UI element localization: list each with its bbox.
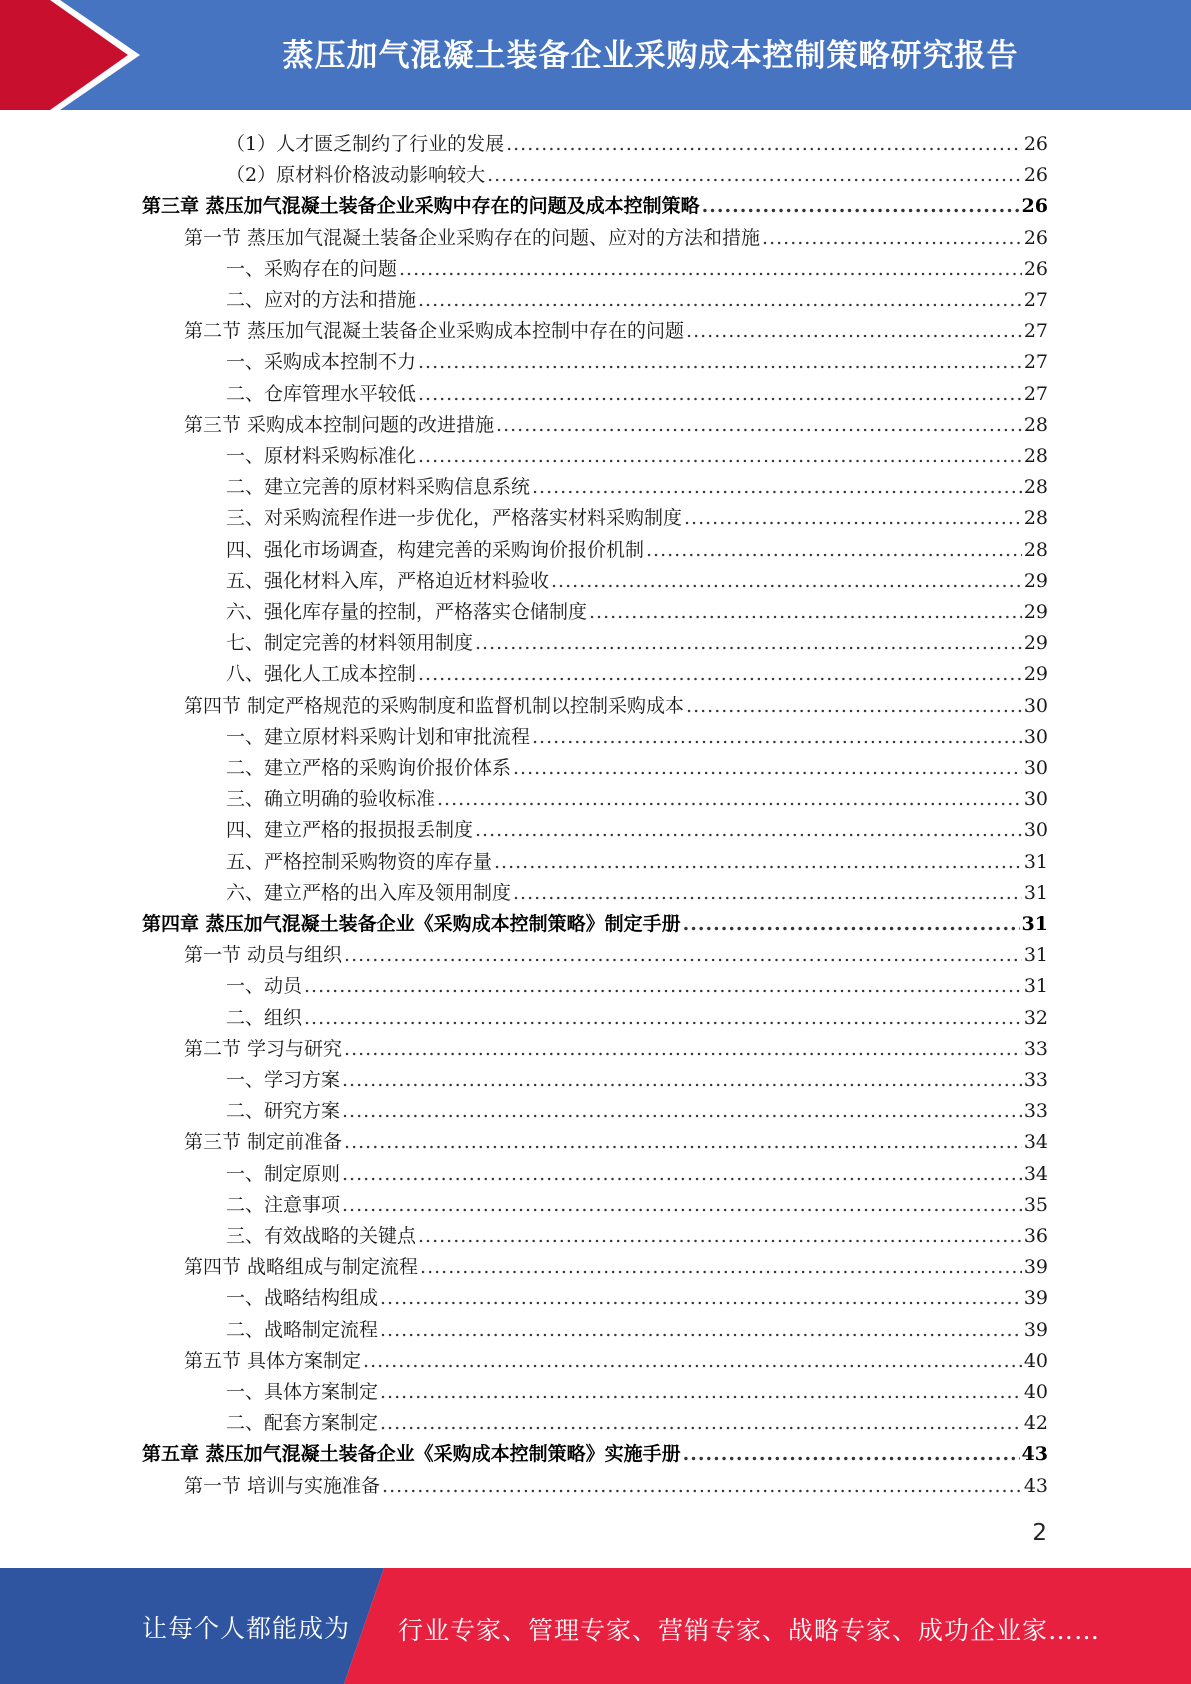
toc-entry[interactable] (226, 753, 1048, 784)
toc-entry-title: 第一节 动员与组织 (184, 944, 343, 966)
toc-leader-dots (344, 1038, 1022, 1060)
toc-entry[interactable] (226, 971, 1048, 1002)
toc-entry-page: 30 (1023, 819, 1048, 841)
toc-entry-page: 31 (1021, 913, 1048, 935)
toc-entry-page: 39 (1023, 1287, 1048, 1309)
toc-entry-title: 三、对采购流程作进一步优化，严格落实材料采购制度 (226, 507, 683, 529)
toc-entry-title: 一、建立原材料采购计划和审批流程 (226, 726, 531, 748)
toc-leader-dots (304, 1007, 1022, 1029)
toc-leader-dots (475, 819, 1022, 841)
toc-leader-dots (551, 570, 1022, 592)
toc-entry-page: 27 (1023, 383, 1048, 405)
toc-leader-dots (382, 1475, 1022, 1497)
toc-entry-title: 七、制定完善的材料领用制度 (226, 632, 474, 654)
toc-entry-page: 26 (1023, 258, 1048, 280)
toc-entry-page: 29 (1023, 632, 1048, 654)
report-title: 蒸压加气混凝土装备企业采购成本控制策略研究报告 (282, 38, 1019, 74)
toc-entry[interactable] (226, 1065, 1048, 1096)
toc-entry-title: 一、战略结构组成 (226, 1287, 379, 1309)
toc-entry-title: 二、组织 (226, 1007, 303, 1029)
toc-entry[interactable] (226, 160, 1048, 191)
red-chevron-icon (0, 0, 160, 110)
toc-entry[interactable] (226, 379, 1048, 410)
toc-entry-title: 六、强化库存量的控制，严格落实仓储制度 (226, 601, 588, 623)
toc-entry-title: 六、建立严格的出入库及领用制度 (226, 882, 512, 904)
footer-slogan-right: 行业专家、管理专家、营销专家、战略专家、成功企业家…… (398, 1616, 1101, 1645)
toc-leader-dots (513, 882, 1022, 904)
toc-entry-title: 第四节 制定严格规范的采购制度和监督机制以控制采购成本 (184, 695, 685, 717)
toc-entry[interactable] (226, 441, 1048, 472)
toc-entry[interactable] (226, 597, 1048, 628)
toc-entry-page: 42 (1023, 1412, 1048, 1434)
toc-entry-title: 二、注意事项 (226, 1194, 341, 1216)
toc-entry-page: 33 (1023, 1069, 1048, 1091)
toc-entry[interactable] (184, 1127, 1048, 1158)
toc-leader-dots (646, 539, 1022, 561)
toc-leader-dots (589, 601, 1022, 623)
toc-leader-dots (418, 289, 1022, 311)
toc-entry[interactable] (226, 784, 1048, 815)
toc-entry-title: 二、建立严格的采购询价报价体系 (226, 757, 512, 779)
toc-leader-dots (342, 1194, 1022, 1216)
toc-entry[interactable] (184, 1346, 1048, 1377)
footer-slogan-left: 让每个人都能成为 (142, 1614, 351, 1643)
toc-leader-dots (418, 383, 1022, 405)
toc-leader-dots (702, 195, 1020, 217)
toc-entry-title: 第三节 采购成本控制问题的改进措施 (184, 414, 495, 436)
toc-entry[interactable] (226, 285, 1048, 316)
toc-leader-dots (686, 320, 1022, 342)
toc-entry-page: 27 (1023, 320, 1048, 342)
toc-entry[interactable] (226, 1096, 1048, 1127)
toc-entry-page: 34 (1023, 1131, 1048, 1153)
toc-entry-page: 27 (1023, 289, 1048, 311)
toc-entry-title: 一、采购成本控制不力 (226, 351, 417, 373)
toc-entry-page: 33 (1023, 1100, 1048, 1122)
toc-entry-page: 28 (1023, 539, 1048, 561)
toc-entry-page: 26 (1023, 164, 1048, 186)
toc-entry-page: 28 (1023, 507, 1048, 529)
toc-entry-page: 28 (1023, 445, 1048, 467)
toc-entry[interactable] (184, 1252, 1048, 1283)
toc-entry-page: 31 (1023, 882, 1048, 904)
toc-leader-dots (532, 476, 1022, 498)
toc-entry-title: 一、动员 (226, 975, 303, 997)
toc-entry[interactable] (226, 628, 1048, 659)
toc-entry-title: 五、严格控制采购物资的库存量 (226, 851, 493, 873)
toc-entry[interactable] (226, 1190, 1048, 1221)
toc-entry-page: 43 (1023, 1475, 1048, 1497)
toc-entry[interactable] (142, 909, 1048, 940)
toc-leader-dots (513, 757, 1022, 779)
toc-entry-page: 40 (1023, 1381, 1048, 1403)
toc-leader-dots (475, 632, 1022, 654)
page-footer (0, 1568, 1191, 1684)
toc-leader-dots (487, 164, 1022, 186)
toc-entry[interactable] (184, 1034, 1048, 1065)
toc-entry[interactable] (226, 815, 1048, 846)
toc-entry-page: 30 (1023, 695, 1048, 717)
toc-entry-page: 32 (1023, 1007, 1048, 1029)
toc-leader-dots (506, 133, 1022, 155)
toc-leader-dots (344, 1131, 1022, 1153)
toc-entry-title: 第四节 战略组成与制定流程 (184, 1256, 419, 1278)
toc-entry-title: 二、应对的方法和措施 (226, 289, 417, 311)
toc-leader-dots (437, 788, 1022, 810)
toc-entry-page: 39 (1023, 1256, 1048, 1278)
page-number: 2 (1032, 1520, 1047, 1546)
toc-entry-title: 第一节 蒸压加气混凝土装备企业采购存在的问题、应对的方法和措施 (184, 227, 761, 249)
toc-leader-dots (380, 1287, 1022, 1309)
toc-entry-page: 31 (1023, 944, 1048, 966)
toc-entry-page: 29 (1023, 601, 1048, 623)
toc-leader-dots (342, 1069, 1022, 1091)
toc-entry-page: 29 (1023, 663, 1048, 685)
toc-leader-dots (418, 1225, 1022, 1247)
toc-entry-title: 三、确立明确的验收标准 (226, 788, 436, 810)
toc-entry[interactable] (184, 410, 1048, 441)
toc-entry-page: 29 (1023, 570, 1048, 592)
toc-entry-page: 28 (1023, 414, 1048, 436)
toc-leader-dots (420, 1256, 1022, 1278)
toc-leader-dots (363, 1350, 1022, 1372)
toc-entry-page: 35 (1023, 1194, 1048, 1216)
toc-entry-title: 四、建立严格的报损报丢制度 (226, 819, 474, 841)
toc-entry-title: 第二节 蒸压加气混凝土装备企业采购成本控制中存在的问题 (184, 320, 685, 342)
toc-entry-page: 26 (1023, 133, 1048, 155)
toc-leader-dots (342, 1163, 1022, 1185)
toc-entry-title: 第三节 制定前准备 (184, 1131, 343, 1153)
toc-entry-title: （2）原材料价格波动影响较大 (226, 164, 486, 186)
toc-leader-dots (380, 1319, 1022, 1341)
toc-entry-page: 43 (1021, 1443, 1048, 1465)
toc-entry[interactable] (226, 566, 1048, 597)
toc-entry-title: 第一节 培训与实施准备 (184, 1475, 381, 1497)
toc-leader-dots (418, 351, 1022, 373)
toc-entry-title: 一、学习方案 (226, 1069, 341, 1091)
toc-leader-dots (418, 663, 1022, 685)
toc-entry[interactable] (226, 535, 1048, 566)
toc-leader-dots (683, 913, 1020, 935)
toc-entry-page: 28 (1023, 476, 1048, 498)
toc-entry-title: 一、制定原则 (226, 1163, 341, 1185)
toc-entry-title: （1）人才匮乏制约了行业的发展 (226, 133, 505, 155)
toc-entry[interactable] (226, 1283, 1048, 1314)
toc-leader-dots (344, 944, 1022, 966)
toc-entry[interactable] (226, 254, 1048, 285)
toc-entry-title: 第二节 学习与研究 (184, 1038, 343, 1060)
toc-entry-page: 30 (1023, 757, 1048, 779)
toc-entry[interactable] (226, 1221, 1048, 1252)
toc-entry-page: 30 (1023, 788, 1048, 810)
toc-leader-dots (532, 726, 1022, 748)
toc-entry[interactable] (142, 1439, 1048, 1470)
toc-entry-page: 31 (1023, 851, 1048, 873)
toc-leader-dots (342, 1100, 1022, 1122)
toc-entry-page: 34 (1023, 1163, 1048, 1185)
toc-entry[interactable] (226, 722, 1048, 753)
toc-entry-title: 一、原材料采购标准化 (226, 445, 417, 467)
toc-entry[interactable] (226, 347, 1048, 378)
toc-entry-title: 二、研究方案 (226, 1100, 341, 1122)
toc-entry-page: 39 (1023, 1319, 1048, 1341)
toc-entry-title: 一、采购存在的问题 (226, 258, 398, 280)
toc-entry-title: 四、强化市场调查，构建完善的采购询价报价机制 (226, 539, 645, 561)
toc-leader-dots (762, 227, 1022, 249)
toc-entry-title: 第五章 蒸压加气混凝土装备企业《采购成本控制策略》实施手册 (142, 1443, 681, 1465)
toc-entry-title: 第三章 蒸压加气混凝土装备企业采购中存在的问题及成本控制策略 (142, 195, 700, 217)
toc-entry[interactable] (184, 316, 1048, 347)
toc-entry-title: 二、仓库管理水平较低 (226, 383, 417, 405)
toc-entry-title: 三、有效战略的关键点 (226, 1225, 417, 1247)
toc-entry-title: 二、战略制定流程 (226, 1319, 379, 1341)
toc-entry-title: 一、具体方案制定 (226, 1381, 379, 1403)
toc-entry[interactable] (226, 1159, 1048, 1190)
toc-entry-page: 36 (1023, 1225, 1048, 1247)
toc-entry-title: 二、配套方案制定 (226, 1412, 379, 1434)
toc-entry[interactable] (226, 1003, 1048, 1034)
toc-entry-title: 第五节 具体方案制定 (184, 1350, 362, 1372)
toc-entry[interactable] (226, 503, 1048, 534)
toc-entry[interactable] (226, 1377, 1048, 1408)
toc-entry[interactable] (184, 223, 1048, 254)
toc-leader-dots (304, 975, 1022, 997)
toc-entry[interactable] (226, 659, 1048, 690)
toc-leader-dots (686, 695, 1022, 717)
toc-entry[interactable] (226, 847, 1048, 878)
toc-entry-title: 五、强化材料入库，严格迫近材料验收 (226, 570, 550, 592)
toc-leader-dots (399, 258, 1022, 280)
toc-leader-dots (494, 851, 1022, 873)
toc-leader-dots (496, 414, 1022, 436)
toc-entry[interactable] (184, 691, 1048, 722)
toc-entry-title: 八、强化人工成本控制 (226, 663, 417, 685)
toc-leader-dots (684, 507, 1022, 529)
toc-entry[interactable] (142, 191, 1048, 222)
toc-entry-page: 27 (1023, 351, 1048, 373)
toc-entry-page: 33 (1023, 1038, 1048, 1060)
toc-entry-page: 40 (1023, 1350, 1048, 1372)
toc-entry-page: 31 (1023, 975, 1048, 997)
toc-leader-dots (418, 445, 1022, 467)
toc-entry[interactable] (226, 472, 1048, 503)
toc-entry[interactable] (226, 878, 1048, 909)
toc-entry-title: 二、建立完善的原材料采购信息系统 (226, 476, 531, 498)
toc-leader-dots (380, 1412, 1022, 1434)
toc-leader-dots (683, 1443, 1020, 1465)
toc-entry-title: 第四章 蒸压加气混凝土装备企业《采购成本控制策略》制定手册 (142, 913, 681, 935)
page-header (0, 0, 1191, 110)
toc-entry-page: 30 (1023, 726, 1048, 748)
toc-leader-dots (380, 1381, 1022, 1403)
toc-entry[interactable] (184, 1471, 1048, 1502)
toc-entry[interactable] (226, 1408, 1048, 1439)
toc-entry[interactable] (226, 129, 1048, 160)
toc-entry-page: 26 (1021, 195, 1048, 217)
toc-entry[interactable] (184, 940, 1048, 971)
toc-entry-page: 26 (1023, 227, 1048, 249)
toc-entry[interactable] (226, 1315, 1048, 1346)
